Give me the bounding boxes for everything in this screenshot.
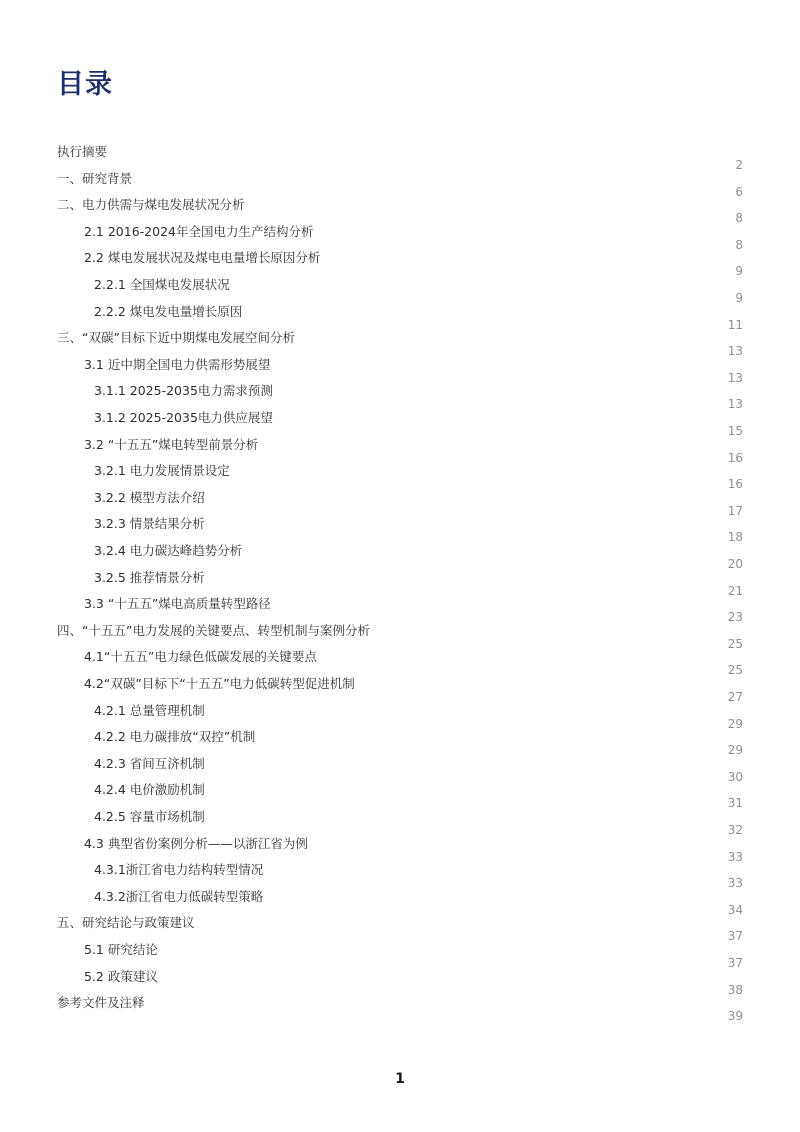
toc-page-number: 13 bbox=[727, 397, 743, 412]
toc-page-number: 6 bbox=[735, 184, 743, 199]
toc-page-number: 2 bbox=[735, 158, 743, 172]
toc-page-number: 37 bbox=[727, 929, 743, 944]
toc-page-number: 32 bbox=[727, 823, 743, 837]
toc-entry[interactable]: 4.3.2浙江省电力低碳转型策略 bbox=[94, 888, 264, 904]
toc-page-number: 38 bbox=[727, 982, 743, 997]
toc-entry[interactable]: 4.2.2 电力碳排放“双控”机制 bbox=[94, 729, 256, 745]
toc-entry[interactable]: 执行摘要 bbox=[57, 144, 108, 159]
toc-page-number: 20 bbox=[727, 557, 743, 571]
toc-entry[interactable]: 3.1 近中期全国电力供需形势展望 bbox=[84, 356, 271, 372]
toc-entry[interactable]: 2.1 2016-2024年全国电力生产结构分析 bbox=[84, 223, 314, 239]
toc-page-number: 16 bbox=[727, 477, 743, 492]
toc-entry[interactable]: 4.3 典型省份案例分析——以浙江省为例 bbox=[84, 835, 308, 851]
toc-page-number: 17 bbox=[727, 503, 743, 518]
toc-page-number: 16 bbox=[727, 450, 743, 465]
toc-page-number: 18 bbox=[727, 530, 743, 545]
toc-page-number: 37 bbox=[727, 956, 743, 970]
toc-entry[interactable]: 4.2“双碳”目标下“十五五”电力低碳转型促进机制 bbox=[84, 676, 355, 691]
toc-page-number: 11 bbox=[727, 317, 743, 332]
toc-entry[interactable]: 3.2.5 推荐情景分析 bbox=[94, 569, 205, 585]
toc-page-number: 13 bbox=[727, 344, 743, 359]
toc-page-number: 25 bbox=[727, 636, 743, 651]
toc-page-number: 8 bbox=[735, 237, 743, 252]
toc-entry[interactable]: 4.2.4 电价激励机制 bbox=[94, 782, 205, 798]
footer-page-number: 1 bbox=[395, 1071, 405, 1087]
toc-entry[interactable]: 4.3.1浙江省电力结构转型情况 bbox=[94, 862, 264, 878]
toc-entry[interactable]: 四、“十五五”电力发展的关键要点、转型机制与案例分析 bbox=[57, 622, 370, 638]
toc-entry[interactable]: 3.1.2 2025-2035电力供应展望 bbox=[94, 410, 273, 425]
toc-page-number: 31 bbox=[727, 796, 743, 811]
toc-entry[interactable]: 2.2.2 煤电发电量增长原因 bbox=[94, 303, 243, 319]
toc-page-number: 21 bbox=[727, 583, 743, 598]
toc-page-number: 33 bbox=[727, 849, 743, 864]
toc-page-number: 15 bbox=[727, 424, 743, 438]
toc-page-number: 23 bbox=[727, 610, 743, 625]
toc-page-number: 30 bbox=[727, 769, 743, 784]
toc-entry[interactable]: 3.2 “十五五”煤电转型前景分析 bbox=[84, 436, 259, 452]
toc-page-number: 9 bbox=[735, 264, 743, 279]
toc-entry[interactable]: 3.2.4 电力碳达峰趋势分析 bbox=[94, 543, 243, 558]
toc-entry[interactable]: 二、电力供需与煤电发展状况分析 bbox=[57, 197, 245, 213]
toc-entry[interactable]: 三、“双碳”目标下近中期煤电发展空间分析 bbox=[57, 330, 295, 346]
toc-entry[interactable]: 3.3 “十五五”煤电高质量转型路径 bbox=[84, 596, 271, 612]
toc-page-number: 39 bbox=[727, 1009, 743, 1024]
toc-entry[interactable]: 3.1.1 2025-2035电力需求预测 bbox=[94, 383, 273, 399]
toc-page-number: 29 bbox=[727, 743, 743, 758]
toc-entry[interactable]: 3.2.3 情景结果分析 bbox=[94, 516, 205, 532]
toc-entry[interactable]: 3.2.2 模型方法介绍 bbox=[94, 489, 205, 505]
toc-page-number: 33 bbox=[727, 876, 743, 891]
toc-entry[interactable]: 4.2.3 省间互济机制 bbox=[94, 755, 205, 771]
toc-entry[interactable]: 参考文件及注释 bbox=[57, 995, 145, 1011]
toc-page-number: 13 bbox=[727, 370, 743, 385]
toc-entry[interactable]: 2.2.1 全国煤电发展状况 bbox=[94, 277, 230, 292]
toc-entry[interactable]: 5.1 研究结论 bbox=[84, 942, 158, 957]
toc-entry[interactable]: 一、研究背景 bbox=[57, 170, 133, 186]
toc-entry[interactable]: 4.2.1 总量管理机制 bbox=[94, 702, 205, 718]
toc-page-number: 29 bbox=[727, 716, 743, 731]
toc-entry[interactable]: 3.2.1 电力发展情景设定 bbox=[94, 463, 230, 479]
toc-entry[interactable]: 2.2 煤电发展状况及煤电电量增长原因分析 bbox=[84, 250, 321, 266]
toc-page-number: 25 bbox=[727, 663, 743, 678]
toc-entry[interactable]: 5.2 政策建议 bbox=[84, 968, 158, 984]
toc-entry[interactable]: 五、研究结论与政策建议 bbox=[57, 915, 195, 931]
toc-page-number: 34 bbox=[727, 902, 743, 917]
toc-entry[interactable]: 4.1“十五五”电力绿色低碳发展的关键要点 bbox=[84, 649, 317, 665]
toc-page-number: 8 bbox=[735, 211, 743, 226]
toc-entry[interactable]: 4.2.5 容量市场机制 bbox=[94, 809, 205, 824]
toc-page-number: 9 bbox=[735, 291, 743, 305]
page-title: 目录 bbox=[57, 69, 113, 100]
toc-page-number: 27 bbox=[727, 690, 743, 704]
